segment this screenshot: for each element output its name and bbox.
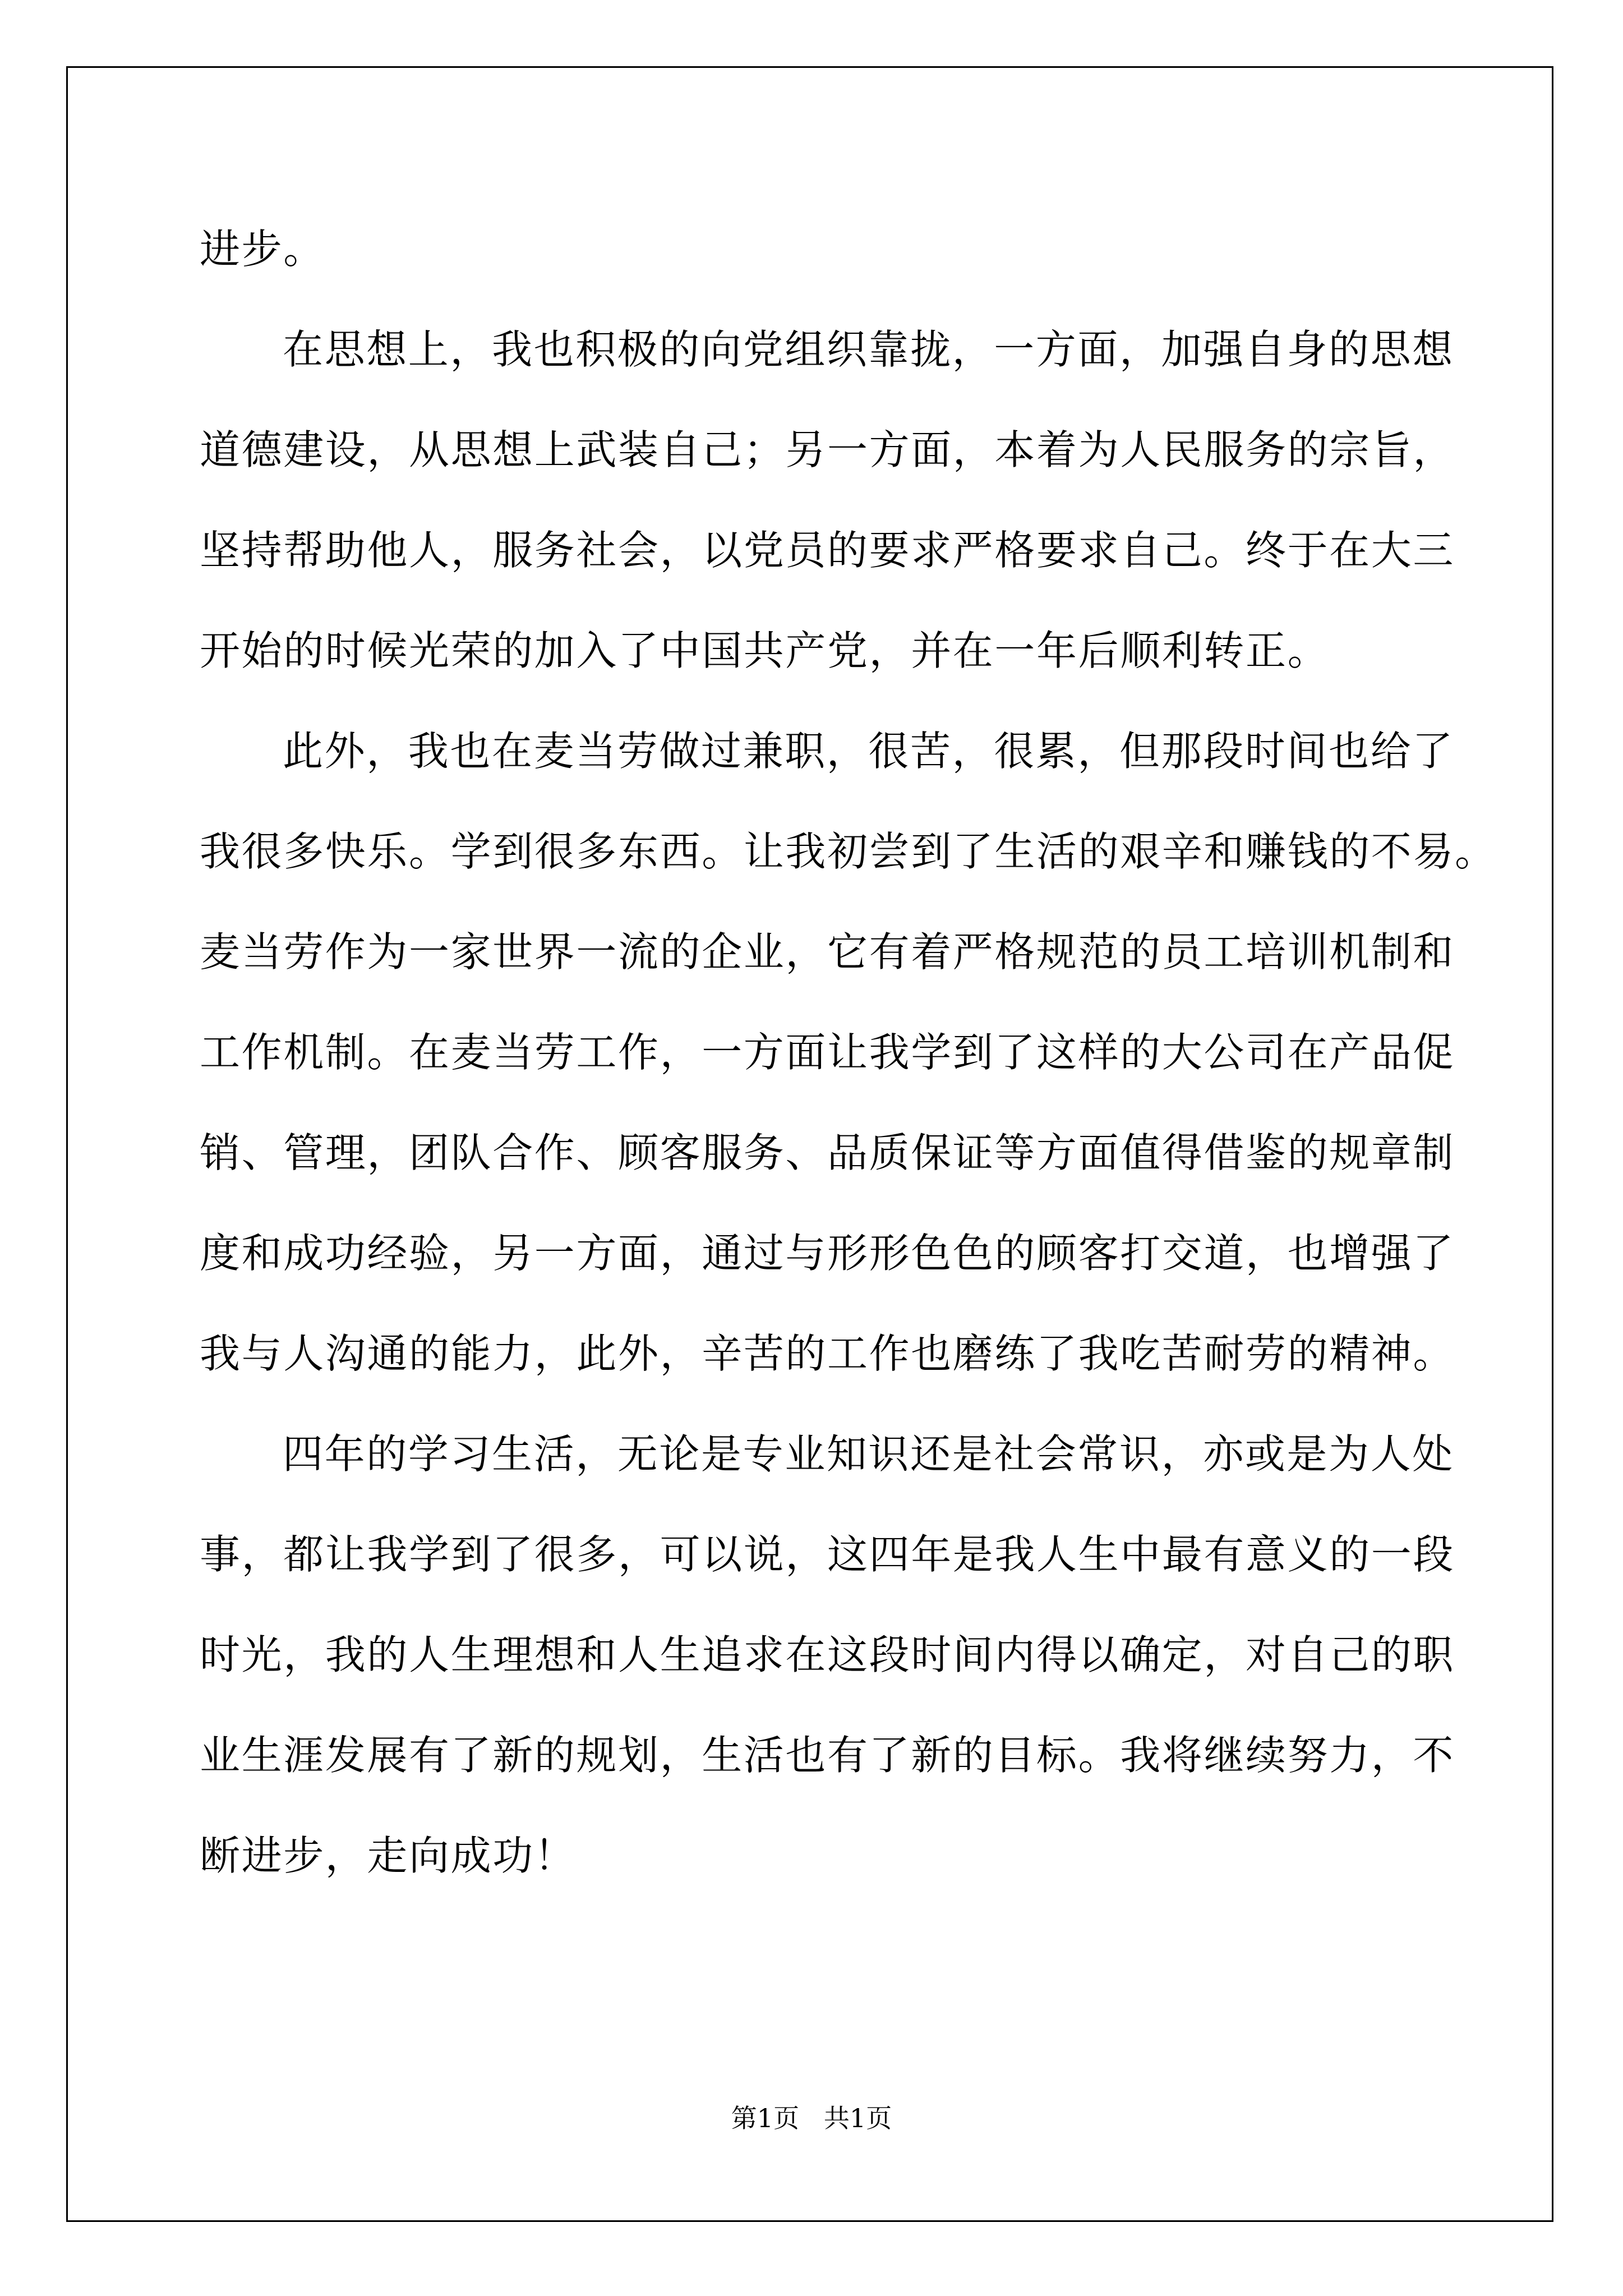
paragraph-first-line: 在思想上，我也积极的向党组织靠拢，一方面，加强自身的思想	[283, 326, 1454, 373]
page-number-footer: 第1页 共1页	[731, 2103, 892, 2133]
text-line: 开始的时候光荣的加入了中国共产党，并在一年后顺利转正。	[200, 627, 1330, 674]
text-line: 业生涯发展有了新的规划，生活也有了新的目标。我将继续努力，不	[200, 1732, 1455, 1779]
text-line: 道德建设，从思想上武装自己；另一方面，本着为人民服务的宗旨，	[200, 426, 1455, 473]
text-line: 进步。	[200, 226, 325, 273]
text-line: 麦当劳作为一家世界一流的企业，它有着严格规范的员工培训机制和	[200, 928, 1455, 976]
paragraph-first-line: 此外，我也在麦当劳做过兼职，很苦，很累，但那段时间也给了	[283, 728, 1454, 775]
text-line: 坚持帮助他人，服务社会，以党员的要求严格要求自己。终于在大三	[200, 527, 1455, 574]
text-line: 事，都让我学到了很多，可以说，这四年是我人生中最有意义的一段	[200, 1531, 1455, 1578]
text-line: 销、管理，团队合作、顾客服务、品质保证等方面值得借鉴的规章制	[200, 1129, 1455, 1176]
text-line: 断进步，走向成功！	[200, 1832, 577, 1879]
text-line: 工作机制。在麦当劳工作，一方面让我学到了这样的大公司在产品促	[200, 1029, 1455, 1076]
text-line: 我与人沟通的能力，此外，辛苦的工作也磨练了我吃苦耐劳的精神。	[200, 1330, 1455, 1377]
text-line: 我很多快乐。学到很多东西。让我初尝到了生活的艰辛和赚钱的不易。	[200, 828, 1497, 875]
paragraph-first-line: 四年的学习生活，无论是专业知识还是社会常识，亦或是为人处	[283, 1430, 1454, 1478]
text-line: 度和成功经验，另一方面，通过与形形色色的顾客打交道，也增强了	[200, 1230, 1455, 1277]
text-line: 时光，我的人生理想和人生追求在这段时间内得以确定，对自己的职	[200, 1631, 1455, 1678]
